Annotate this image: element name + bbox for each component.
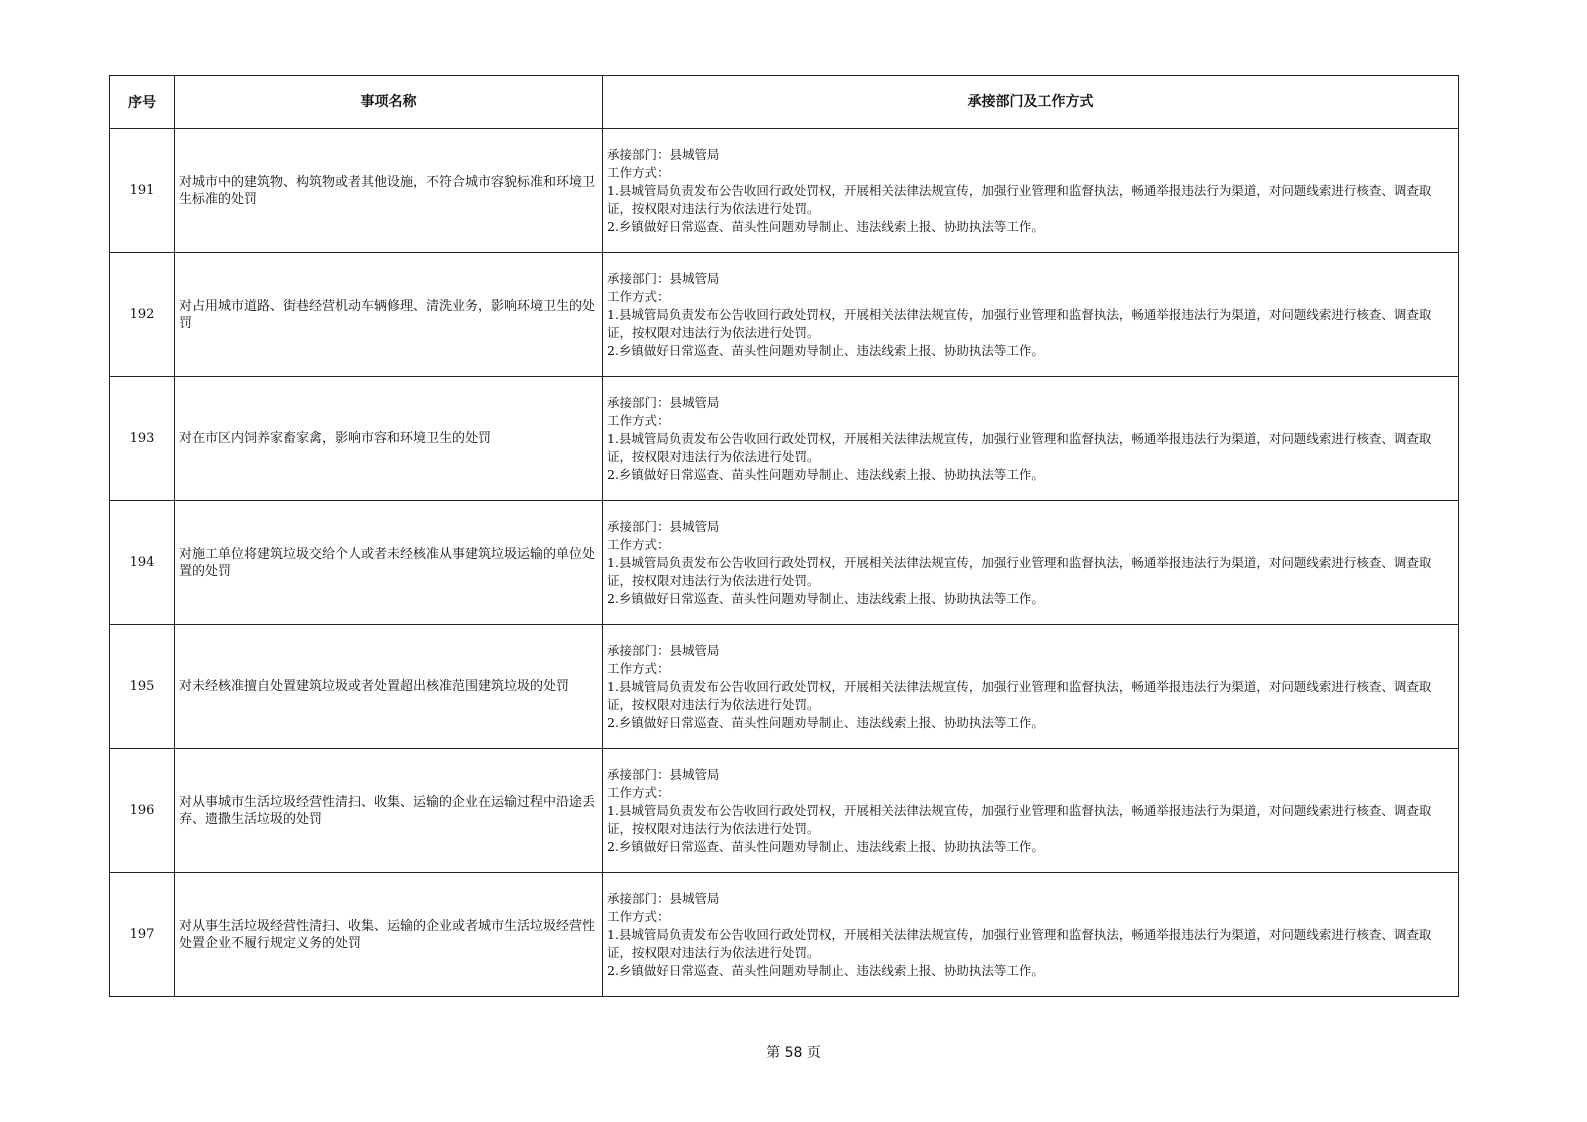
row-department-cell bbox=[603, 129, 1459, 253]
table-header-row bbox=[110, 76, 1459, 129]
row-serial-number: 197 bbox=[110, 873, 175, 997]
work-method-item-2: 2.乡镇做好日常巡查、苗头性问题劝导制止、违法线索上报、协助执法等工作。 bbox=[607, 590, 1044, 606]
department-line: 承接部门：县城管局 bbox=[607, 642, 720, 658]
department-line: 承接部门：县城管局 bbox=[607, 394, 720, 410]
row-department-cell bbox=[603, 749, 1459, 873]
header-department-and-method: 承接部门及工作方式 bbox=[603, 76, 1459, 129]
work-method-item-2: 2.乡镇做好日常巡查、苗头性问题劝导制止、违法线索上报、协助执法等工作。 bbox=[607, 962, 1044, 978]
department-line: 承接部门：县城管局 bbox=[607, 270, 720, 286]
header-serial-number: 序号 bbox=[110, 76, 175, 129]
row-department-cell bbox=[603, 253, 1459, 377]
row-serial-number: 196 bbox=[110, 749, 175, 873]
row-serial-number: 191 bbox=[110, 129, 175, 253]
table-row bbox=[110, 129, 1459, 253]
row-department-cell bbox=[603, 873, 1459, 997]
work-method-item-1: 1.县城管局负责发布公告收回行政处罚权，开展相关法律法规宣传，加强行业管理和监督执法，畅通举报违法行为渠道，对问题线索进行核查、调查取证，按权限对违法行为依法进行处罚。 bbox=[607, 678, 1432, 712]
row-serial-number: 195 bbox=[110, 625, 175, 749]
table-row bbox=[110, 253, 1459, 377]
work-method-item-1: 1.县城管局负责发布公告收回行政处罚权，开展相关法律法规宣传，加强行业管理和监督执法，畅通举报违法行为渠道，对问题线索进行核查、调查取证，按权限对违法行为依法进行处罚。 bbox=[607, 430, 1432, 464]
department-line: 承接部门：县城管局 bbox=[607, 890, 720, 906]
row-item-name: 对城市中的建筑物、构筑物或者其他设施，不符合城市容貌标准和环境卫生标准的处罚 bbox=[175, 129, 603, 253]
row-item-name: 对从事生活垃圾经营性清扫、收集、运输的企业或者城市生活垃圾经营性处置企业不履行规定义务的处罚 bbox=[175, 873, 603, 997]
work-method-item-2: 2.乡镇做好日常巡查、苗头性问题劝导制止、违法线索上报、协助执法等工作。 bbox=[607, 714, 1044, 730]
row-item-name: 对从事城市生活垃圾经营性清扫、收集、运输的企业在运输过程中沿途丢弃、遗撒生活垃圾的处罚 bbox=[175, 749, 603, 873]
row-serial-number: 194 bbox=[110, 501, 175, 625]
work-method-label: 工作方式： bbox=[607, 536, 670, 552]
row-serial-number: 192 bbox=[110, 253, 175, 377]
table-row bbox=[110, 377, 1459, 501]
work-method-item-2: 2.乡镇做好日常巡查、苗头性问题劝导制止、违法线索上报、协助执法等工作。 bbox=[607, 218, 1044, 234]
work-method-item-2: 2.乡镇做好日常巡查、苗头性问题劝导制止、违法线索上报、协助执法等工作。 bbox=[607, 466, 1044, 482]
table-row bbox=[110, 749, 1459, 873]
table-row bbox=[110, 501, 1459, 625]
header-item-name: 事项名称 bbox=[175, 76, 603, 129]
work-method-item-1: 1.县城管局负责发布公告收回行政处罚权，开展相关法律法规宣传，加强行业管理和监督执法，畅通举报违法行为渠道，对问题线索进行核查、调查取证，按权限对违法行为依法进行处罚。 bbox=[607, 554, 1432, 588]
work-method-item-1: 1.县城管局负责发布公告收回行政处罚权，开展相关法律法规宣传，加强行业管理和监督执法，畅通举报违法行为渠道，对问题线索进行核查、调查取证，按权限对违法行为依法进行处罚。 bbox=[607, 802, 1432, 836]
row-item-name: 对占用城市道路、街巷经营机动车辆修理、清洗业务，影响环境卫生的处罚 bbox=[175, 253, 603, 377]
row-department-cell bbox=[603, 501, 1459, 625]
row-serial-number: 193 bbox=[110, 377, 175, 501]
department-line: 承接部门：县城管局 bbox=[607, 766, 720, 782]
work-method-label: 工作方式： bbox=[607, 288, 670, 304]
work-method-item-2: 2.乡镇做好日常巡查、苗头性问题劝导制止、违法线索上报、协助执法等工作。 bbox=[607, 838, 1044, 854]
work-method-item-1: 1.县城管局负责发布公告收回行政处罚权，开展相关法律法规宣传，加强行业管理和监督执法，畅通举报违法行为渠道，对问题线索进行核查、调查取证，按权限对违法行为依法进行处罚。 bbox=[607, 306, 1432, 340]
work-method-label: 工作方式： bbox=[607, 784, 670, 800]
table-row bbox=[110, 625, 1459, 749]
work-method-label: 工作方式： bbox=[607, 164, 670, 180]
page-number: 第 58 页 bbox=[766, 1045, 821, 1061]
row-item-name: 对未经核准擅自处置建筑垃圾或者处置超出核准范围建筑垃圾的处罚 bbox=[175, 625, 603, 749]
items-table bbox=[109, 75, 1459, 997]
work-method-item-2: 2.乡镇做好日常巡查、苗头性问题劝导制止、违法线索上报、协助执法等工作。 bbox=[607, 342, 1044, 358]
row-department-cell bbox=[603, 625, 1459, 749]
work-method-item-1: 1.县城管局负责发布公告收回行政处罚权，开展相关法律法规宣传，加强行业管理和监督执法，畅通举报违法行为渠道，对问题线索进行核查、调查取证，按权限对违法行为依法进行处罚。 bbox=[607, 182, 1432, 216]
row-item-name: 对施工单位将建筑垃圾交给个人或者未经核准从事建筑垃圾运输的单位处置的处罚 bbox=[175, 501, 603, 625]
department-line: 承接部门：县城管局 bbox=[607, 518, 720, 534]
department-line: 承接部门：县城管局 bbox=[607, 146, 720, 162]
work-method-label: 工作方式： bbox=[607, 412, 670, 428]
row-item-name: 对在市区内饲养家畜家禽，影响市容和环境卫生的处罚 bbox=[175, 377, 603, 501]
table-row bbox=[110, 873, 1459, 997]
work-method-label: 工作方式： bbox=[607, 660, 670, 676]
work-method-label: 工作方式： bbox=[607, 908, 670, 924]
work-method-item-1: 1.县城管局负责发布公告收回行政处罚权，开展相关法律法规宣传，加强行业管理和监督执法，畅通举报违法行为渠道，对问题线索进行核查、调查取证，按权限对违法行为依法进行处罚。 bbox=[607, 926, 1432, 960]
row-department-cell bbox=[603, 377, 1459, 501]
